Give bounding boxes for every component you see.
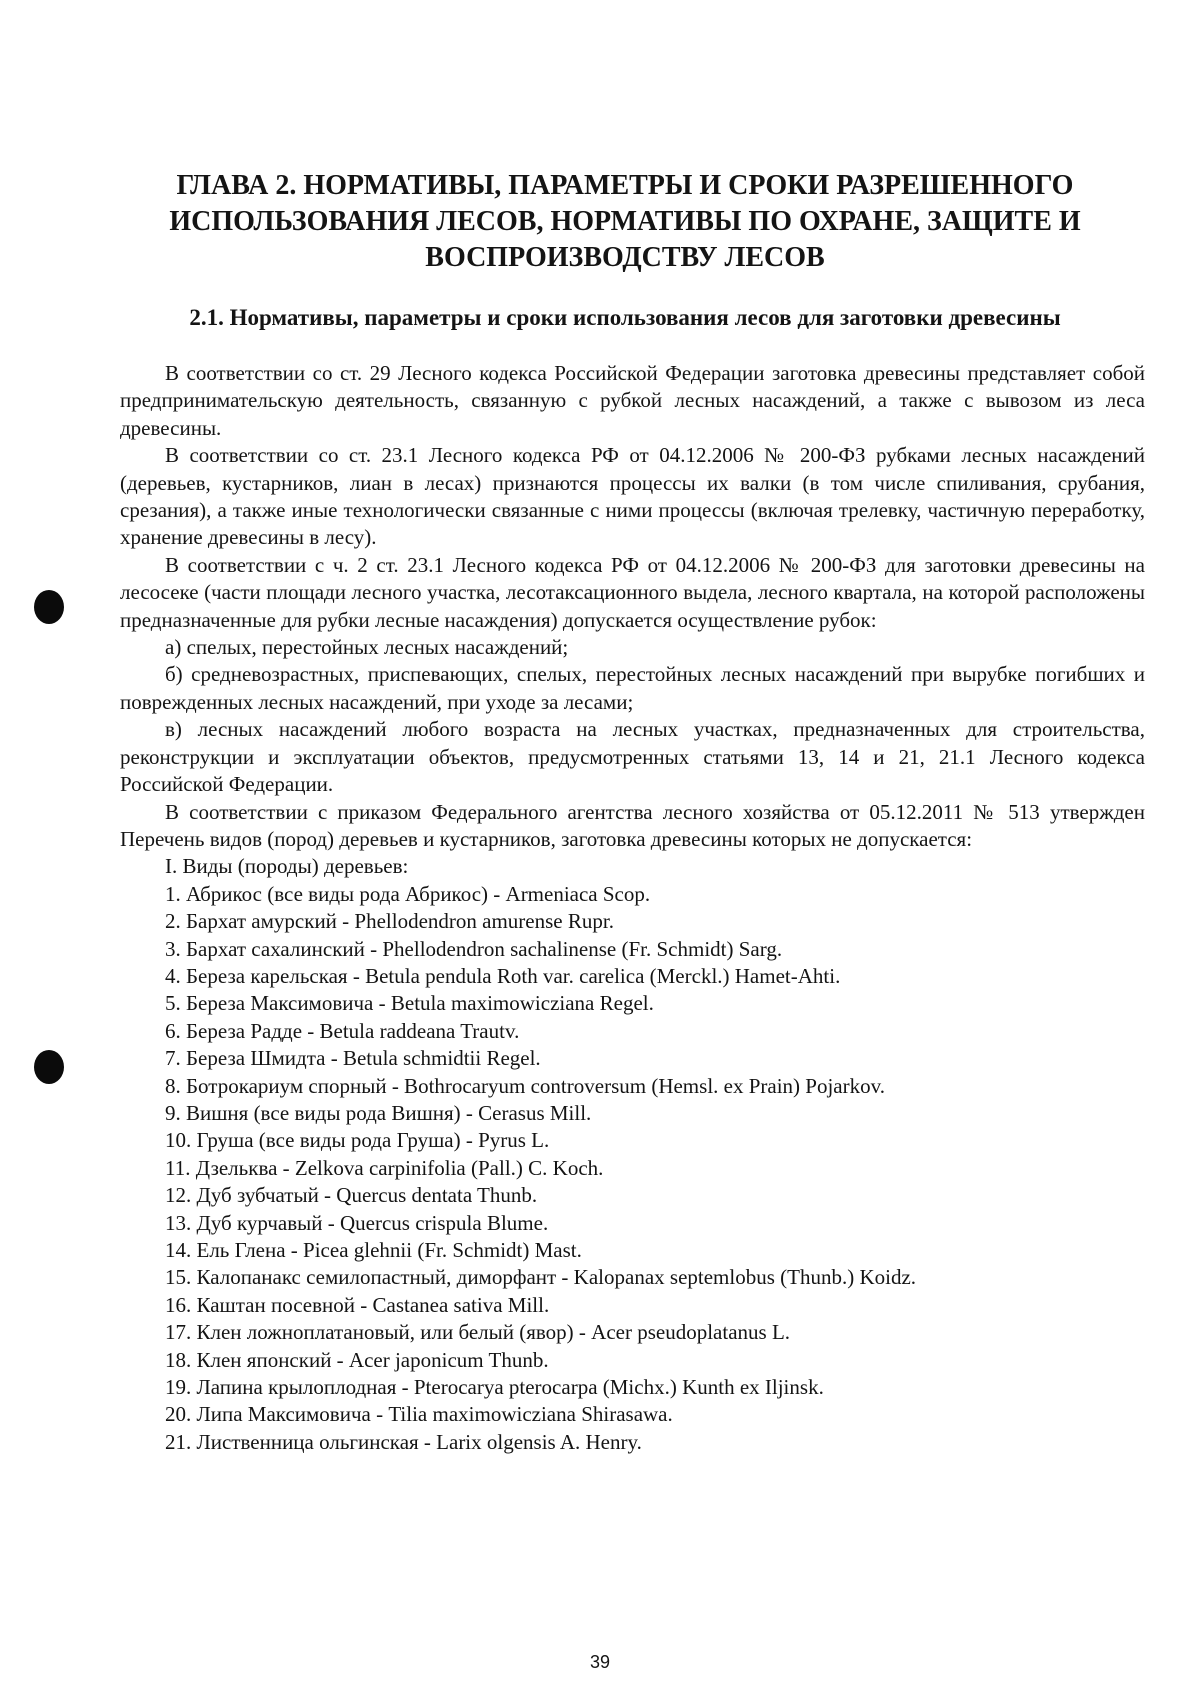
list-item: 8. Ботрокариум спорный - Bothrocaryum controversum (Hemsl. ex Prain) Pojarkov. (165, 1073, 886, 1098)
page-number: 39 (589, 1652, 611, 1672)
list-item: 5. Береза Максимовича - Betula maximowicziana Regel. (165, 991, 654, 1016)
paragraph: В соответствии с приказом Федерального агентства лесного хозяйства от 05.12.2011 № 513 утвержден Перечень видов (пород) деревьев и кустарников, заготовка древесины которых не допускается: (120, 799, 1145, 851)
list-item: 21. Лиственница ольгинская - Larix olgensis A. Henry. (165, 1429, 642, 1454)
list-item: 15. Калопанакс семилопастный, диморфант - Kalopanax septemlobus (Thunb.) Koidz. (165, 1265, 917, 1290)
list-item: 14. Ель Глена - Picea glehnii (Fr. Schmidt) Mast. (165, 1238, 582, 1262)
list-item: 4. Береза карельская - Betula pendula Roth var. carelica (Merckl.) Hamet-Ahti. (165, 963, 841, 988)
list-heading: I. Виды (породы) деревьев: (165, 854, 409, 879)
paragraph: б) средневозрастных, приспевающих, спелых, перестойных лесных насаждений при вырубке погибших и поврежденных лесных насаждений, при уходе за лесами; (120, 662, 1145, 714)
list-item: 13. Дуб курчавый - Quercus crispula Blume. (165, 1210, 549, 1235)
paragraph: В соответствии со ст. 29 Лесного кодекса Российской Федерации заготовка древесины представляет собой предпринимательскую деятельность, связанную с рубкой лесных насаждений, а также с вывозом из леса древесины. (120, 361, 1145, 440)
punch-hole-mark (34, 1050, 64, 1084)
chapter-title: ГЛАВА 2. НОРМАТИВЫ, ПАРАМЕТРЫ И СРОКИ РАЗРЕШЕННОГО ИСПОЛЬЗОВАНИЯ ЛЕСОВ, НОРМАТИВЫ ПО ОХРАНЕ, ЗАЩИТЕ И ВОСПРОИЗВОДСТВУ ЛЕСОВ (169, 170, 1081, 273)
list-item: 11. Дзельква - Zelkova carpinifolia (Pall.) C. Koch. (165, 1155, 604, 1180)
list-item: 6. Береза Радде - Betula raddeana Trautv. (165, 1018, 520, 1043)
list-item: 3. Бархат сахалинский - Phellodendron sachalinense (Fr. Schmidt) Sarg. (165, 936, 783, 961)
list-item: 19. Лапина крылоплодная - Pterocarya pterocarpa (Michx.) Kunth ex Iljinsk. (165, 1375, 824, 1400)
list-item: 12. Дуб зубчатый - Quercus dentata Thunb. (165, 1183, 538, 1208)
list-item: 16. Каштан посевной - Castanea sativa Mill. (165, 1292, 550, 1317)
list-item: 2. Бархат амурский - Phellodendron amurense Rupr. (165, 909, 614, 934)
list-item: 9. Вишня (все виды рода Вишня) - Cerasus Mill. (165, 1100, 592, 1125)
list-item: 17. Клен ложноплатановый, или белый (явор) - Acer pseudoplatanus L. (165, 1320, 791, 1345)
species-list (120, 881, 1145, 1457)
list-item: 7. Береза Шмидта - Betula schmidtii Regel. (165, 1046, 541, 1071)
section-title: 2.1. Нормативы, параметры и сроки использования лесов для заготовки древесины (189, 305, 1061, 330)
list-item: 20. Липа Максимовича - Tilia maximowicziana Shirasawa. (165, 1402, 673, 1427)
punch-hole-mark (34, 590, 64, 624)
paragraph: В соответствии со ст. 23.1 Лесного кодекса РФ от 04.12.2006 № 200-ФЗ рубками лесных насаждений (деревьев, кустарников, лиан в лесах) признаются процессы их валки (в том числе спиливания, срубания, срезания), а также иные технологически связанные с ними процессы (включая трелевку, частичную переработку, хранение древесины в лесу). (120, 443, 1145, 550)
paragraph: а) спелых, перестойных лесных насаждений; (165, 635, 569, 660)
list-item: 1. Абрикос (все виды рода Абрикос) - Armeniaca Scop. (165, 881, 651, 906)
paragraph: В соответствии с ч. 2 ст. 23.1 Лесного кодекса РФ от 04.12.2006 № 200-ФЗ для заготовки древесины на лесосеке (части площади лесного участка, лесотаксационного выдела, лесного квартала, на которой расположены предназначенные для рубки лесные насаждения) допускается осуществление рубок: (120, 552, 1145, 632)
body-text (120, 360, 1145, 1456)
list-item: 10. Груша (все виды рода Груша) - Pyrus L. (165, 1128, 550, 1153)
paragraph: в) лесных насаждений любого возраста на лесных участках, предназначенных для строительства, реконструкции и эксплуатации объектов, предусмотренных статьями 13, 14 и 21, 21.1 Лесного кодекса Российской Федерации. (120, 717, 1145, 797)
list-item: 18. Клен японский - Acer japonicum Thunb. (165, 1347, 549, 1372)
